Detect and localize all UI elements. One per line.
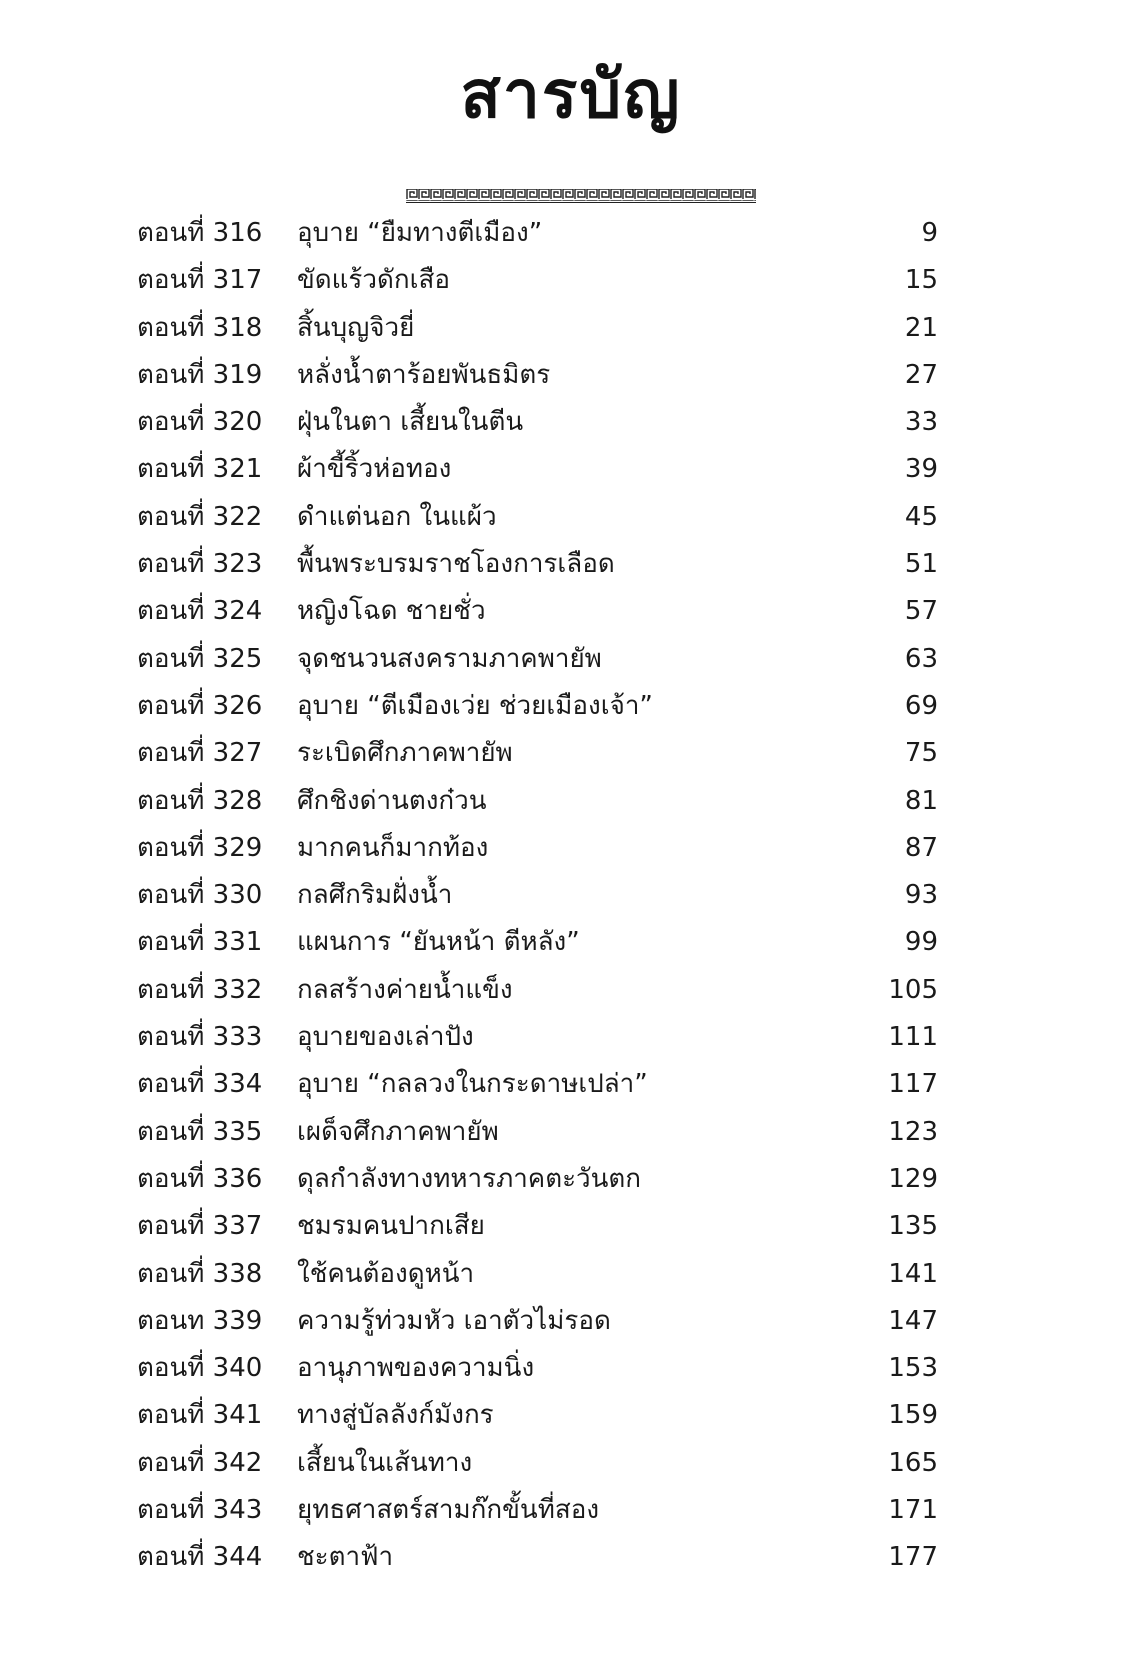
toc-entry	[0, 210, 1142, 257]
page-number: 135	[888, 1211, 938, 1242]
page-number: 81	[904, 785, 938, 816]
chapter-number: ตอนที่ 341	[137, 1400, 263, 1431]
page-number: 147	[888, 1305, 938, 1336]
toc-entry	[0, 1251, 1142, 1298]
chapter-number: ตอนที่ 319	[137, 359, 263, 390]
chapter-number: ตอนที่ 324	[137, 596, 263, 627]
page-number: 57	[904, 596, 938, 627]
chapter-title: ศึกชิงด่านตงก๋วน	[297, 785, 487, 816]
chapter-title: อุบาย “กลลวงในกระดาษเปล่า”	[297, 1069, 648, 1100]
chapter-number: ตอนที่ 325	[137, 643, 263, 674]
chapter-title: อุบาย “ยืมทางตีเมือง”	[297, 218, 543, 248]
page-number: 21	[904, 312, 938, 343]
toc-entry	[0, 1534, 1142, 1581]
chapter-title: ระเบิดศึกภาคพายัพ	[297, 738, 513, 769]
chapter-title: ฝุ่นในตา เสี้ยนในตีน	[297, 407, 524, 438]
page-number: 69	[904, 690, 938, 721]
chapter-number: ตอนที่ 329	[137, 832, 263, 863]
chapter-number: ตอนที่ 340	[137, 1353, 263, 1384]
chapter-title: ความรู้ท่วมหัว เอาตัวไม่รอด	[297, 1305, 611, 1336]
page-number: 51	[904, 549, 938, 580]
decorative-divider	[406, 188, 756, 204]
chapter-number: ตอนที่ 327	[137, 738, 263, 769]
chapter-number: ตอนที่ 337	[137, 1211, 263, 1242]
chapter-title: จุดชนวนสงครามภาคพายัพ	[297, 643, 602, 674]
page-number: 9	[921, 218, 938, 248]
chapter-number: ตอนที่ 344	[137, 1542, 263, 1573]
page-number: 171	[888, 1495, 938, 1526]
chapter-title: ทางสู่บัลลังก์มังกร	[297, 1400, 494, 1431]
chapter-title: อานุภาพของความนิ่ง	[297, 1353, 535, 1384]
toc-entry	[0, 352, 1142, 399]
toc-entry	[0, 1061, 1142, 1108]
page-number: 123	[888, 1116, 938, 1147]
page-title: สารบัญ	[460, 56, 682, 133]
toc-entry	[0, 825, 1142, 872]
page-number: 15	[904, 265, 938, 296]
chapter-number: ตอนที่ 338	[137, 1258, 263, 1289]
chapter-title: ยุทธศาสตร์สามก๊กขั้นที่สอง	[297, 1495, 600, 1526]
table-of-contents	[0, 210, 1142, 1582]
page-number: 165	[888, 1447, 938, 1478]
chapter-number: ตอนที่ 330	[137, 880, 263, 911]
chapter-title: ชะตาฟ้า	[297, 1542, 394, 1573]
chapter-title: ใช้คนต้องดูหน้า	[297, 1258, 475, 1289]
toc-entry	[0, 494, 1142, 541]
chapter-title: ดำแต่นอก ในแผ้ว	[297, 501, 497, 532]
chapter-title: ขัดแร้วดักเสือ	[297, 265, 450, 296]
chapter-title: ดุลกำลังทางทหารภาคตะวันตก	[297, 1163, 642, 1194]
toc-entry	[0, 1487, 1142, 1534]
chapter-title: มากคนก็มากท้อง	[297, 832, 489, 863]
chapter-number: ตอนที่ 320	[137, 407, 263, 438]
chapter-title: ผ้าขี้ริ้วห่อทอง	[297, 454, 452, 485]
chapter-title: ชมรมคนปากเสีย	[297, 1211, 485, 1242]
page-number: 63	[904, 643, 938, 674]
page-number: 87	[904, 832, 938, 863]
chapter-number: ตอนที่ 335	[137, 1116, 263, 1147]
chapter-title: อุบายของเล่าปัง	[297, 1022, 474, 1053]
toc-entry	[0, 730, 1142, 777]
chapter-number: ตอนที่ 331	[137, 927, 263, 958]
toc-entry	[0, 778, 1142, 825]
chapter-number: ตอนที่ 343	[137, 1495, 263, 1526]
toc-entry	[0, 872, 1142, 919]
chapter-number: ตอนที่ 317	[137, 265, 263, 296]
toc-entry	[0, 636, 1142, 683]
chapter-title: กลสร้างค่ายน้ำแข็ง	[297, 974, 513, 1005]
chapter-number: ตอนที่ 333	[137, 1022, 263, 1053]
toc-entry	[0, 257, 1142, 304]
toc-entry	[0, 683, 1142, 730]
chapter-number: ตอนที่ 342	[137, 1447, 263, 1478]
page-number: 111	[888, 1022, 938, 1053]
chapter-number: ตอนที่ 323	[137, 549, 263, 580]
chapter-title: อุบาย “ตีเมืองเว่ย ช่วยเมืองเจ้า”	[297, 690, 653, 721]
chapter-number: ตอนที่ 318	[137, 312, 263, 343]
page-number: 105	[888, 974, 938, 1005]
page-number: 93	[904, 880, 938, 911]
chapter-title: สิ้นบุญจิวยี่	[297, 312, 415, 343]
page-number: 33	[904, 407, 938, 438]
toc-entry	[0, 305, 1142, 352]
toc-entry	[0, 588, 1142, 635]
chapter-number: ตอนที่ 326	[137, 690, 263, 721]
toc-entry	[0, 446, 1142, 493]
toc-entry	[0, 1109, 1142, 1156]
toc-entry	[0, 1345, 1142, 1392]
toc-entry	[0, 1014, 1142, 1061]
chapter-number: ตอนที่ 322	[137, 501, 263, 532]
page-number: 117	[888, 1069, 938, 1100]
toc-entry	[0, 919, 1142, 966]
toc-entry	[0, 399, 1142, 446]
chapter-number: ตอนที่ 332	[137, 974, 263, 1005]
page-number: 153	[888, 1353, 938, 1384]
chapter-title: แผนการ “ยันหน้า ตีหลัง”	[297, 927, 580, 958]
toc-entry	[0, 1392, 1142, 1439]
chapter-number: ตอนที่ 316	[137, 218, 263, 248]
toc-entry	[0, 1203, 1142, 1250]
page-number: 45	[904, 501, 938, 532]
page-number: 75	[904, 738, 938, 769]
toc-entry	[0, 967, 1142, 1014]
page-number: 129	[888, 1163, 938, 1194]
toc-entry	[0, 1298, 1142, 1345]
page-number: 159	[888, 1400, 938, 1431]
chapter-title: กลศึกริมฝั่งน้ำ	[297, 880, 453, 911]
chapter-title: พื้นพระบรมราชโองการเลือด	[297, 549, 615, 580]
toc-entry	[0, 541, 1142, 588]
page-number: 141	[888, 1258, 938, 1289]
page-number: 27	[904, 359, 938, 390]
chapter-number: ตอนที่ 334	[137, 1069, 263, 1100]
chapter-title: หญิงโฉด ชายชั่ว	[297, 596, 486, 627]
chapter-number: ตอนที่ 321	[137, 454, 263, 485]
chapter-number: ตอนที่ 336	[137, 1163, 263, 1194]
chapter-number: ตอนท 339	[137, 1305, 263, 1336]
chapter-title: เสี้ยนในเส้นทาง	[297, 1447, 473, 1478]
page-number: 39	[904, 454, 938, 485]
toc-entry	[0, 1440, 1142, 1487]
page-number: 177	[888, 1542, 938, 1573]
toc-entry	[0, 1156, 1142, 1203]
page-number: 99	[904, 927, 938, 958]
chapter-title: เผด็จศึกภาคพายัพ	[297, 1116, 499, 1147]
chapter-title: หลั่งน้ำตาร้อยพันธมิตร	[297, 359, 551, 390]
chapter-number: ตอนที่ 328	[137, 785, 263, 816]
